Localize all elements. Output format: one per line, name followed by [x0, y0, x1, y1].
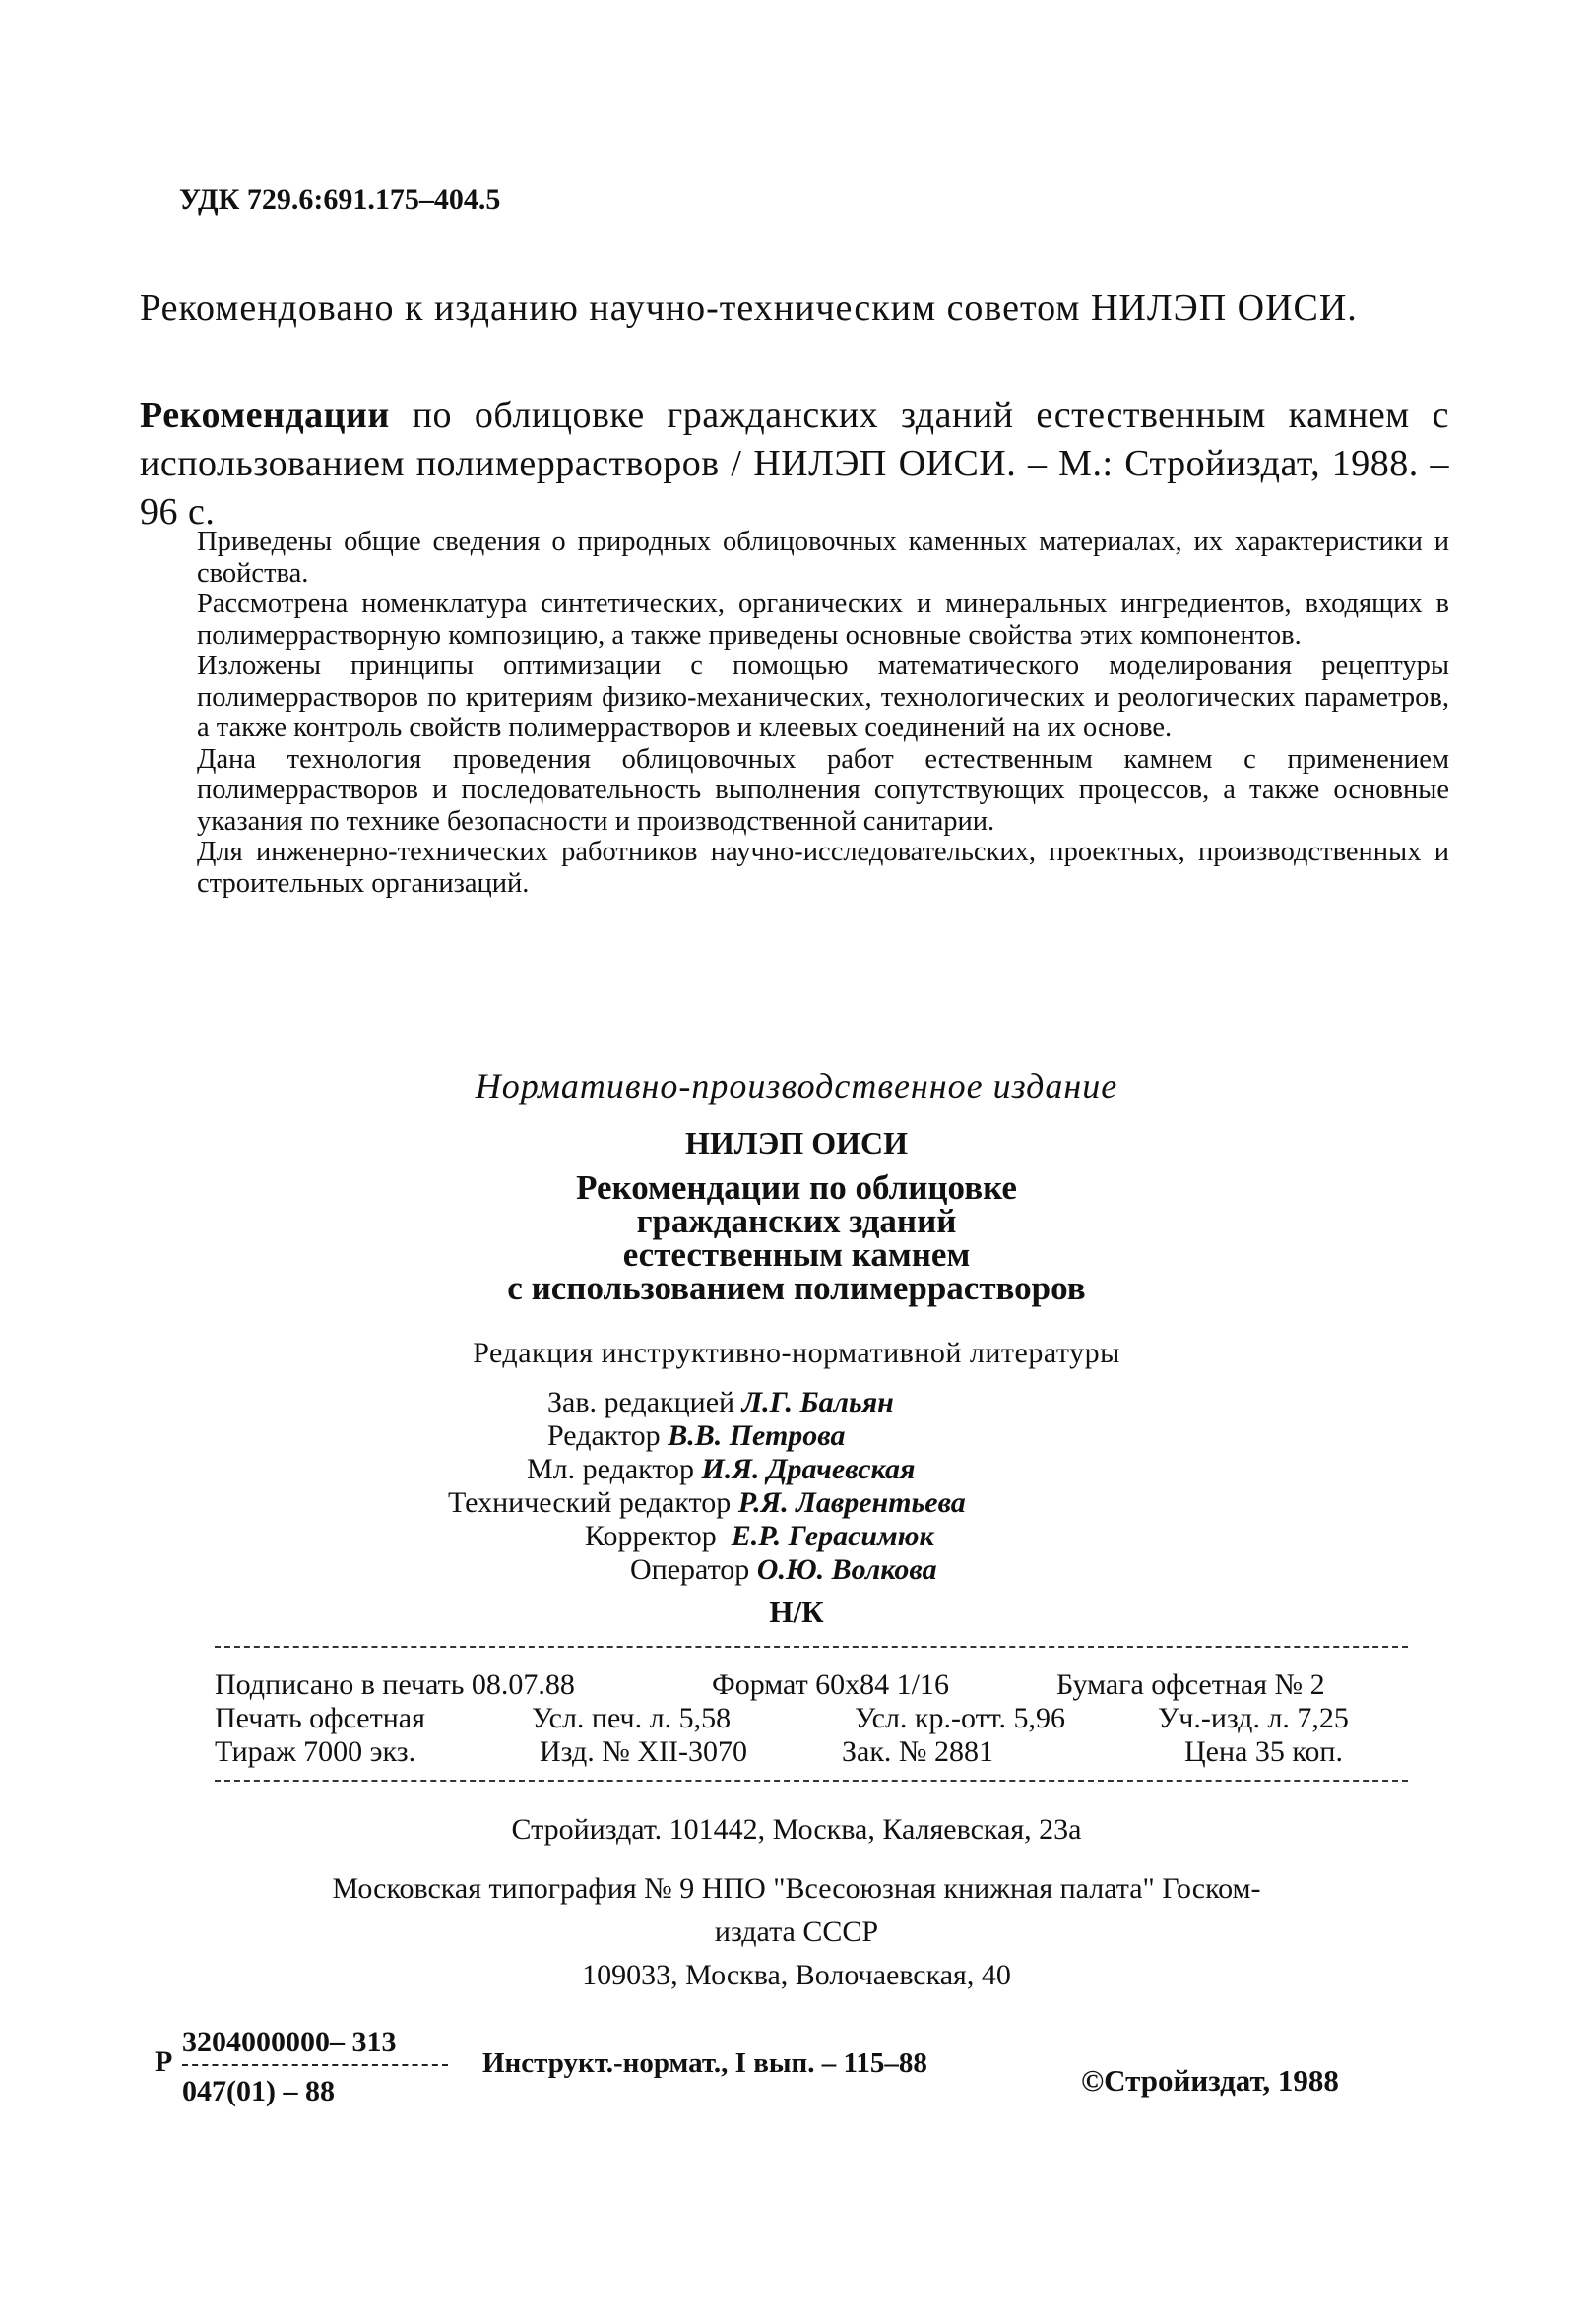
printer-line: издата СССР [714, 1916, 879, 1948]
staff-name: Л.Г. Бальян [741, 1386, 894, 1418]
print-sheets: Усл. печ. л. 5,58 [532, 1702, 732, 1734]
staff-role: Зав. редакцией [547, 1386, 735, 1418]
staff-name: О.Ю. Волкова [756, 1553, 937, 1586]
print-pub-number: Изд. № XII-3070 [540, 1735, 747, 1768]
print-price: Цена 35 коп. [1184, 1735, 1343, 1768]
recommendation-note: Рекомендовано к изданию научно-техническим советом НИЛЭП ОИСИ. [140, 287, 1358, 329]
print-signed: Подписано в печать 08.07.88 [215, 1668, 575, 1701]
staff-name: Е.Р. Герасимюк [731, 1520, 934, 1552]
staff-role: Редактор [547, 1419, 661, 1452]
code-fraction-line [182, 2064, 448, 2066]
abstract-paragraph: Для инженерно-технических работников научно-исследовательских, проектных, производственных и строительных организаций. [197, 837, 1449, 899]
print-run: Тираж 7000 экз. [215, 1735, 416, 1768]
staff-name: Р.Я. Лаврентьева [737, 1486, 966, 1519]
print-order-number: Зак. № 2881 [842, 1735, 994, 1768]
editorial-office: Редакция инструктивно-нормативной литературы [473, 1337, 1120, 1369]
abstract-paragraph: Приведены общие сведения о природных облицовочных каменных материалах, их характеристики и свойства. [197, 527, 1449, 589]
abstract-paragraph: Рассмотрена номенклатура синтетических, органических и минеральных ингредиентов, входящих в полимеррастворную композицию, а также приведены основные свойства этих компонентов. [197, 589, 1449, 651]
publication-type: Нормативно-производственное издание [475, 1066, 1118, 1105]
bibliographic-rest: по облицовке гражданских зданий естественным камнем с использованием полимеррастворов / НИЛЭП ОИСИ. – М.: Стройиздат, 1988. – 96 с. [140, 395, 1449, 533]
bibliographic-title: Рекомендации [140, 395, 390, 436]
print-paper: Бумага офсетная № 2 [1056, 1668, 1325, 1701]
staff-role: Корректор [585, 1520, 717, 1552]
organization-name: НИЛЭП ОИСИ [685, 1125, 908, 1161]
print-method: Печать офсетная [215, 1702, 425, 1734]
code-numerator: 3204000000– 313 [182, 2026, 397, 2058]
staff-name: И.Я. Драчевская [701, 1453, 916, 1485]
staff-role: Мл. редактор [527, 1453, 695, 1485]
abstract-paragraph: Дана технология проведения облицовочных работ естественным камнем с применением полимеррастворов и последовательность выполнения сопутствующих процессов, а также основные указания по технике безопасности и производственной санитарии. [197, 743, 1449, 837]
nk-mark: Н/К [769, 1595, 824, 1629]
staff-role: Оператор [630, 1553, 750, 1586]
print-pub-sheets: Уч.-изд. л. 7,25 [1158, 1702, 1349, 1734]
title-line: естественным камнем [622, 1235, 971, 1274]
print-format: Формат 60х84 1/16 [712, 1668, 950, 1701]
publisher-address: Стройиздат. 101442, Москва, Каляевская, 23а [511, 1813, 1082, 1846]
instruction-code: Инструкт.-нормат., I вып. – 115–88 [482, 2047, 927, 2079]
printer-line: 109033, Москва, Волочаевская, 40 [582, 1959, 1011, 1991]
staff-name: В.В. Петрова [668, 1419, 846, 1452]
staff-role: Технический редактор [448, 1486, 732, 1519]
code-denominator: 047(01) – 88 [182, 2075, 335, 2107]
abstract-paragraph: Изложены принципы оптимизации с помощью математического моделирования рецептуры полимеррастворов по критериям физико-механических, технологических и реологических параметров, а также контроль свойств полимеррастворов и клеевых соединений на их основе. [197, 651, 1449, 743]
copyright: ©Стройиздат, 1988 [1081, 2063, 1339, 2098]
printer-line: Московская типография № 9 НПО "Всесоюзная книжная палата" Госком- [332, 1872, 1261, 1905]
print-color-sheets: Усл. кр.-отт. 5,96 [855, 1702, 1066, 1734]
title-line: с использованием полимеррастворов [507, 1269, 1086, 1307]
udk-code: УДК 729.6:691.175–404.5 [179, 183, 501, 216]
title-line: Рекомендации по облицовке [576, 1168, 1017, 1207]
title-line: гражданских зданий [636, 1202, 957, 1240]
code-letter: Р [155, 2045, 173, 2078]
